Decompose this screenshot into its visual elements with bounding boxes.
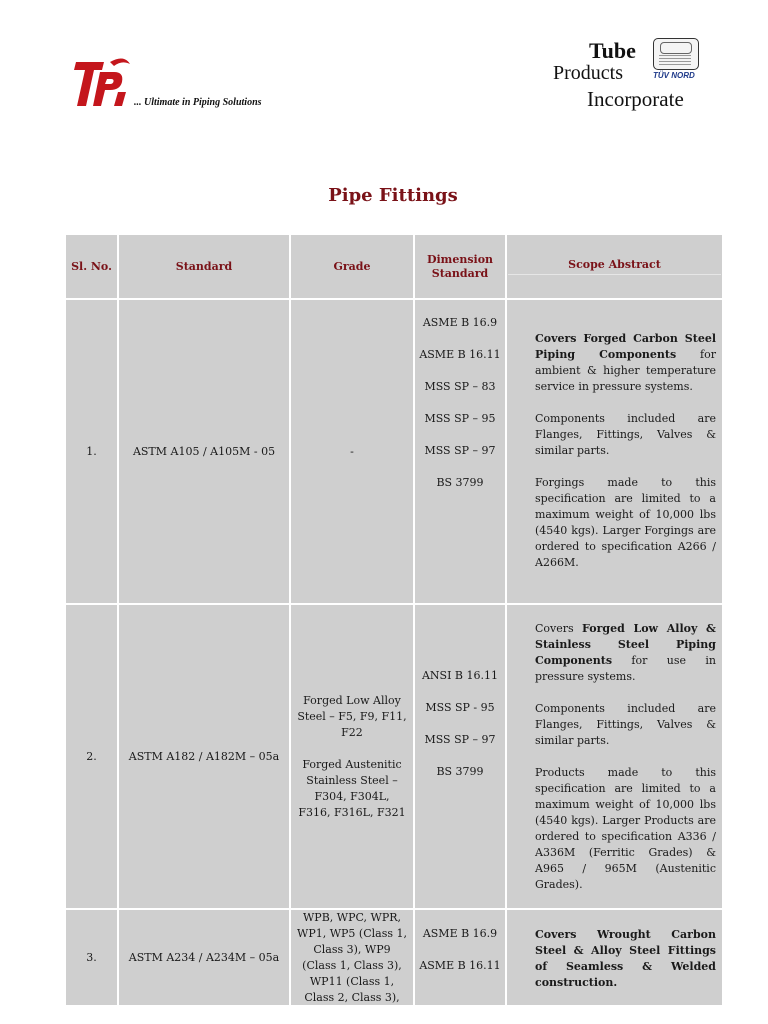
tuv-certification-seal <box>653 38 699 70</box>
table-row <box>66 300 722 603</box>
row-dimension: ANSI B 16.11 MSS SP - 95 MSS SP – 97 BS 3799 <box>415 605 507 908</box>
row-scope: Covers Forged Low Alloy & Stainless Steel Piping Components for use in pressure systems. Components included are Flanges, Fittings, Valves & similar parts. Products made to this specification are limited to a maximum weight of 10,000 lbs (4540 kgs). Larger Products are ordered to specification A336 / A336M (Ferritic Grades) & A965 / 965M (Austenitic Grades). <box>535 622 716 891</box>
row-dimension: ASME B 16.9 ASME B 16.11 MSS SP – 83 MSS SP – 95 MSS SP – 97 BS 3799 <box>415 300 507 603</box>
row-sl: 2. <box>66 605 119 908</box>
col-scope-abstract: Scope Abstract <box>507 235 722 298</box>
row-scope: Covers Forged Carbon Steel Piping Components for ambient & higher temperature service in pressure systems. Components included are Flanges, Fittings, Valves & similar parts. Forgings made to this specification are limited to a maximum weight of 10,000 lbs (4540 kgs). Larger Forgings are ordered to specification A266 / A266M. <box>535 332 716 569</box>
col-dimension-standard: Dimension Standard <box>415 235 507 298</box>
row-grade: - <box>291 300 415 603</box>
row-dimension: ASME B 16.9 ASME B 16.11 <box>415 910 507 1005</box>
row-scope: Covers Wrought Carbon Steel & Alloy Steel Fittings of Seamless & Welded construction. <box>535 928 716 989</box>
tagline: ... Ultimate in Piping Solutions <box>134 97 262 108</box>
col-standard: Standard <box>119 235 291 298</box>
col-grade: Grade <box>291 235 415 298</box>
col-sl-no: Sl. No. <box>66 235 119 298</box>
table-row <box>66 605 722 908</box>
row-standard: ASTM A182 / A182M – 05a <box>119 605 291 908</box>
row-standard: ASTM A234 / A234M – 05a <box>119 910 291 1005</box>
tpi-logo <box>70 56 132 112</box>
tuv-nord-mark: TÜV NORD <box>653 71 695 80</box>
company-brand <box>553 38 713 114</box>
row-grade: WPB, WPC, WPR, WP1, WP5 (Class 1, Class 3), WP9 (Class 1, Class 3), WP11 (Class 1, Class 2, Class 3), <box>291 910 415 1005</box>
row-sl: 3. <box>66 910 119 1005</box>
brand-line-2: Products <box>553 62 623 84</box>
brand-line-3: Incorporate <box>587 87 684 111</box>
row-grade: Forged Low Alloy Steel – F5, F9, F11, F22 Forged Austenitic Stainless Steel – F304, F304L, F316, F316L, F321 <box>291 605 415 908</box>
table-header <box>66 235 722 298</box>
table-row <box>66 910 722 1005</box>
row-sl: 1. <box>66 300 119 603</box>
page-title: Pipe Fittings <box>328 185 458 206</box>
brand-line-1: Tube <box>589 38 636 63</box>
row-standard: ASTM A105 / A105M - 05 <box>119 300 291 603</box>
